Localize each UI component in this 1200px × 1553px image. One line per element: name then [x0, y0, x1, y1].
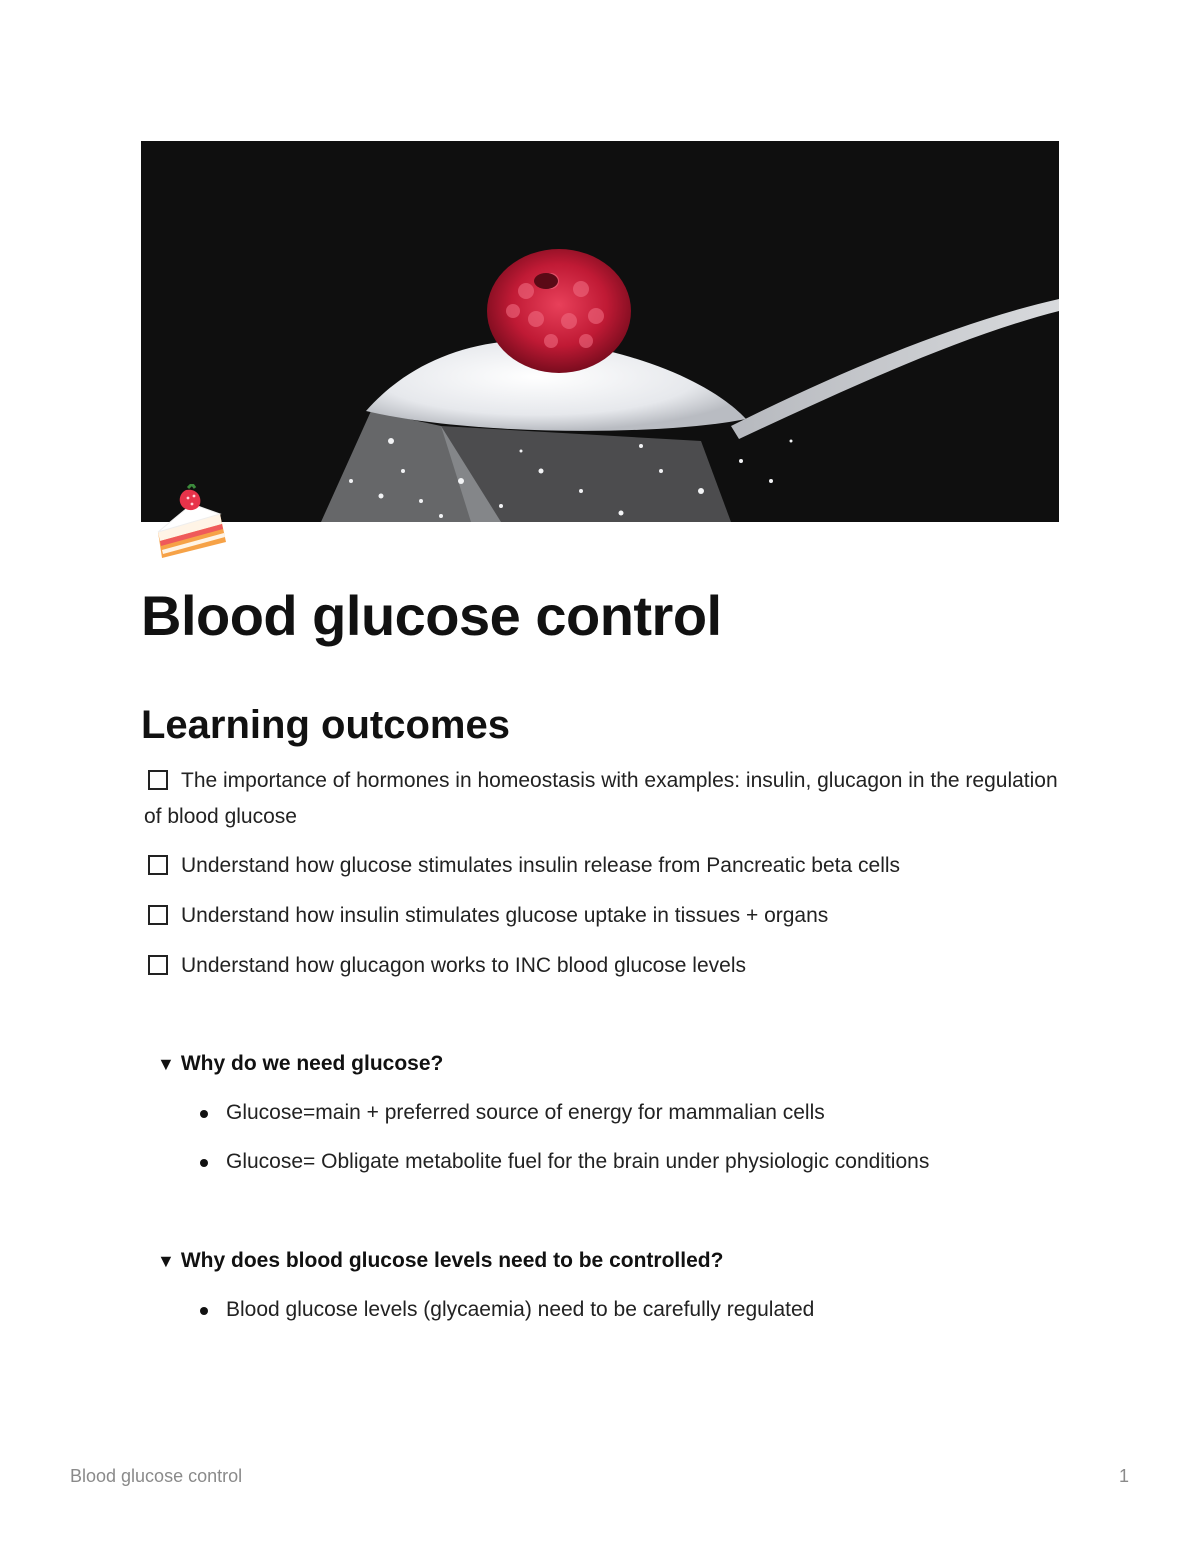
todo-text: Understand how glucagon works to INC blood glucose levels [181, 954, 746, 977]
toggle-why-need-glucose[interactable] [157, 1049, 443, 1079]
todo-item [144, 763, 1064, 835]
list-item: Glucose= Obligate metabolite fuel for the brain under physiologic conditions [226, 1147, 929, 1177]
list-item: Glucose=main + preferred source of energy for mammalian cells [226, 1098, 825, 1128]
toggle-why-control-glucose[interactable] [157, 1246, 723, 1276]
bullet-dot-icon [200, 1307, 208, 1315]
todo-text: Understand how insulin stimulates glucose uptake in tissues + organs [181, 904, 829, 927]
learning-outcomes-heading: Learning outcomes [141, 703, 510, 747]
todo-item [144, 898, 1064, 934]
toggle-label: Why does blood glucose levels need to be controlled? [180, 1249, 724, 1272]
todo-item [144, 948, 1064, 984]
checkbox[interactable] [148, 955, 168, 975]
sugar-spoon-raspberry-illustration [141, 141, 1059, 522]
bullet-dot-icon [200, 1110, 208, 1118]
checkbox[interactable] [148, 855, 168, 875]
shortcake-emoji-icon [152, 484, 232, 568]
checkbox[interactable] [148, 770, 168, 790]
bullet-dot-icon [200, 1159, 208, 1167]
toggle-label: Why do we need glucose? [180, 1052, 444, 1075]
todo-text: The importance of hormones in homeostasis with examples: insulin, glucagon in the regulation of blood glucose [144, 769, 1058, 828]
footer-doc-title: Blood glucose control [70, 1466, 243, 1486]
list-item: Blood glucose levels (glycaemia) need to be carefully regulated [226, 1295, 814, 1325]
footer-page-number: 1 [1118, 1466, 1129, 1486]
checkbox[interactable] [148, 905, 168, 925]
page-title: Blood glucose control [141, 584, 722, 647]
toggle-triangle-icon[interactable]: ▼ [157, 1251, 175, 1271]
todo-text: Understand how glucose stimulates insulin release from Pancreatic beta cells [181, 854, 901, 877]
toggle-triangle-icon[interactable]: ▼ [157, 1054, 175, 1074]
todo-item [144, 848, 1064, 884]
cover-image [141, 141, 1059, 522]
